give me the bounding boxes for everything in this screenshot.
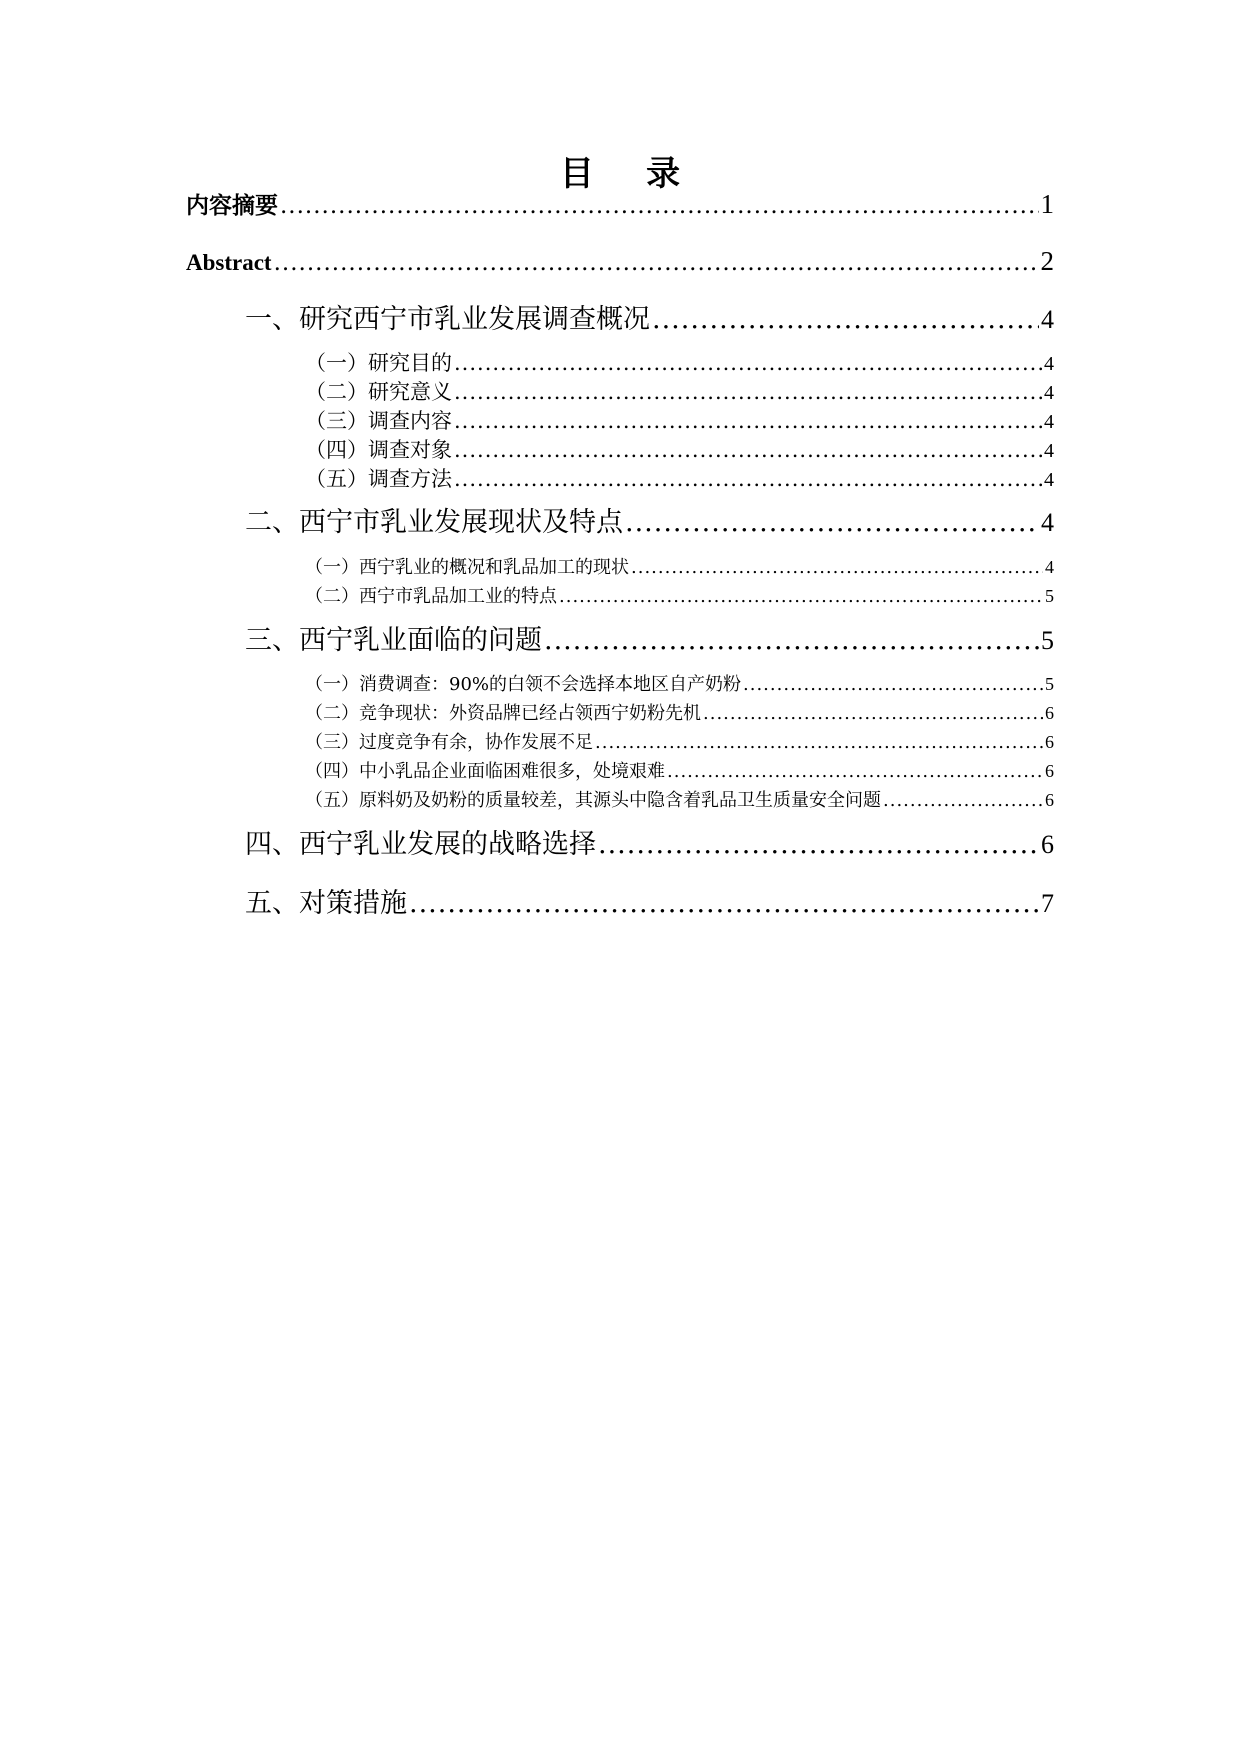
toc-entry-section-1-4[interactable] xyxy=(305,436,1054,465)
toc-entry-chapter-3[interactable] xyxy=(245,623,1054,659)
toc-entry-page-number: 4 xyxy=(1044,382,1054,404)
dot-leader xyxy=(274,247,1039,279)
dot-leader xyxy=(703,701,1043,727)
toc-entry-page-number: 5 xyxy=(1045,674,1054,694)
toc-entry-label: （五）调查方法 xyxy=(305,467,452,491)
toc-entry-page-number: 6 xyxy=(1045,761,1054,781)
toc-entry-label: （二）西宁市乳品加工业的特点 xyxy=(305,586,557,607)
dot-leader xyxy=(280,190,1039,222)
toc-entry-abstract-en[interactable] xyxy=(186,245,1054,279)
toc-entry-page-number: 4 xyxy=(1041,508,1054,537)
toc-entry-page-number: 6 xyxy=(1045,703,1054,723)
toc-entry-page-number: 1 xyxy=(1040,189,1054,219)
toc-entry-label: 内容摘要 xyxy=(186,193,278,219)
toc-entry-label: 三、西宁乳业面临的问题 xyxy=(245,625,542,656)
toc-entry-page-number: 5 xyxy=(1045,586,1054,606)
toc-entry-page-number: 4 xyxy=(1045,557,1054,577)
toc-entry-label: （五）原料奶及奶粉的质量较差，其源头中隐含着乳品卫生质量安全问题 xyxy=(305,790,881,811)
dot-leader xyxy=(559,584,1043,610)
toc-entry-label: 一、研究西宁市乳业发展调查概况 xyxy=(245,304,650,335)
toc-entry-section-1-3[interactable] xyxy=(305,407,1054,436)
dot-leader xyxy=(598,827,1039,863)
toc-entry-section-3-1[interactable] xyxy=(305,671,1054,698)
dot-leader xyxy=(743,672,1043,698)
toc-entry-page-number: 4 xyxy=(1044,411,1054,433)
dot-leader xyxy=(544,623,1039,659)
toc-entry-section-2-2[interactable] xyxy=(305,583,1054,610)
toc-entry-page-number: 4 xyxy=(1041,305,1054,334)
dot-leader xyxy=(883,788,1043,814)
toc-entry-section-3-2[interactable] xyxy=(305,700,1054,727)
toc-entry-section-1-5[interactable] xyxy=(305,465,1054,494)
dot-leader xyxy=(454,378,1042,406)
toc-entry-section-3-3[interactable] xyxy=(305,729,1054,756)
toc-entry-section-3-5[interactable] xyxy=(305,787,1054,814)
dot-leader xyxy=(454,436,1042,464)
toc-entry-page-number: 2 xyxy=(1040,246,1054,276)
toc-entry-label: 四、西宁乳业发展的战略选择 xyxy=(245,829,596,860)
toc-entry-page-number: 6 xyxy=(1045,732,1054,752)
page-title: 目 录 xyxy=(559,154,682,194)
toc-entry-chapter-4[interactable] xyxy=(245,827,1054,863)
toc-entry-section-2-1[interactable] xyxy=(305,554,1054,581)
dot-leader xyxy=(454,407,1042,435)
dot-leader xyxy=(595,730,1043,756)
toc-entry-page-number: 4 xyxy=(1044,440,1054,462)
toc-entry-label: （一）西宁乳业的概况和乳品加工的现状 xyxy=(305,557,629,578)
toc-entry-label: （一）消费调查：90%的白领不会选择本地区自产奶粉 xyxy=(305,674,742,695)
dot-leader xyxy=(652,302,1039,338)
toc-entry-page-number: 6 xyxy=(1045,790,1054,810)
dot-leader xyxy=(409,886,1039,922)
toc-entry-label: 二、西宁市乳业发展现状及特点 xyxy=(245,507,623,538)
dot-leader xyxy=(631,555,1043,581)
dot-leader xyxy=(625,505,1039,541)
toc-entry-chapter-2[interactable] xyxy=(245,505,1054,541)
toc-entry-label: （二）研究意义 xyxy=(305,380,452,404)
toc-entry-label: （三）过度竞争有余，协作发展不足 xyxy=(305,732,593,753)
dot-leader xyxy=(454,465,1042,493)
toc-entry-label: （四）中小乳品企业面临困难很多，处境艰难 xyxy=(305,761,665,782)
toc-entry-chapter-5[interactable] xyxy=(245,886,1054,922)
toc-entry-section-1-1[interactable] xyxy=(305,349,1054,378)
toc-entry-section-1-2[interactable] xyxy=(305,378,1054,407)
toc-entry-abstract-cn[interactable] xyxy=(186,188,1054,222)
toc-entry-page-number: 4 xyxy=(1044,469,1054,491)
toc-entry-label: （三）调查内容 xyxy=(305,409,452,433)
toc-entry-label: （一）研究目的 xyxy=(305,351,452,375)
dot-leader xyxy=(667,759,1043,785)
toc-entry-label: （四）调查对象 xyxy=(305,438,452,462)
toc-entry-page-number: 5 xyxy=(1041,626,1054,655)
dot-leader xyxy=(454,349,1042,377)
toc-entry-label: Abstract xyxy=(186,250,272,275)
toc-entry-label: 五、对策措施 xyxy=(245,888,407,919)
toc-entry-page-number: 7 xyxy=(1041,889,1054,918)
toc-entry-page-number: 4 xyxy=(1044,353,1054,375)
toc-entry-chapter-1[interactable] xyxy=(245,302,1054,338)
toc-entry-label: （二）竞争现状：外资品牌已经占领西宁奶粉先机 xyxy=(305,703,701,724)
toc-entry-section-3-4[interactable] xyxy=(305,758,1054,785)
toc-entry-page-number: 6 xyxy=(1041,830,1054,859)
